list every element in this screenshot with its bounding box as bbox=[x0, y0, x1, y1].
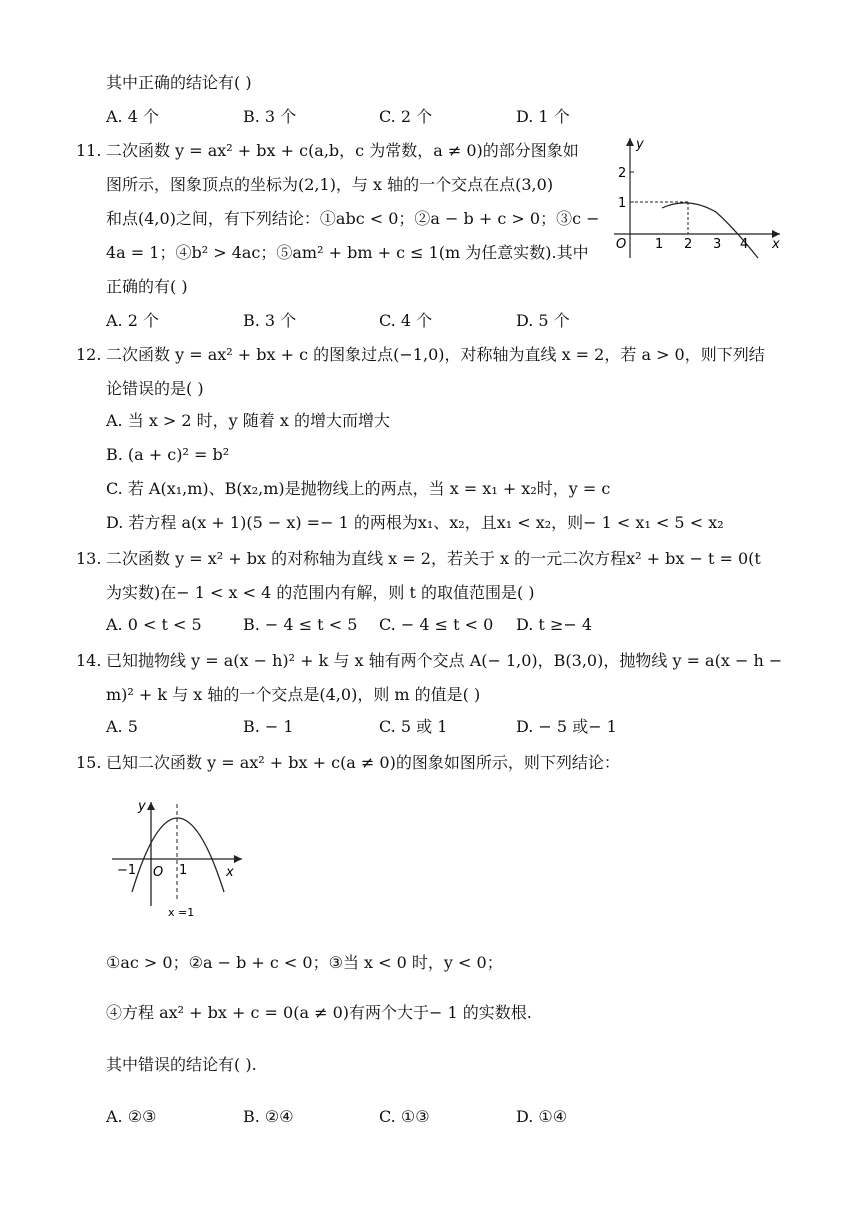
q15-option-c[interactable]: C. ①③ bbox=[379, 1107, 430, 1126]
q15-axis-label: x =1 bbox=[168, 906, 195, 919]
q15-parabola bbox=[132, 818, 224, 892]
q14-option-b[interactable]: B. − 1 bbox=[243, 717, 294, 736]
q11-y-arrow bbox=[626, 138, 634, 146]
q14-option-d[interactable]: D. − 5 或− 1 bbox=[516, 717, 617, 736]
q15-option-b[interactable]: B. ②④ bbox=[243, 1107, 294, 1126]
q15-figure bbox=[108, 796, 248, 924]
prev-option-c[interactable]: C. 2 个 bbox=[379, 107, 433, 126]
q15-question: 其中错误的结论有( ). bbox=[106, 1055, 257, 1074]
q13-number: 13. bbox=[76, 549, 102, 568]
q15-origin-label: O bbox=[153, 865, 164, 880]
q11-x-tick-3: 3 bbox=[713, 237, 722, 252]
q11-y-label: y bbox=[636, 137, 644, 152]
q12-option-c[interactable]: C. 若 A(x₁,m)、B(x₂,m)是抛物线上的两点，当 x = x₁ + x₂时，y = c bbox=[106, 479, 611, 498]
q15-y-label: y bbox=[138, 799, 146, 814]
q11-line-4: 4a = 1；④b² > 4ac；⑤am² + bm + c ≤ 1(m 为任意实数).其中 bbox=[106, 243, 589, 262]
q15-neg-tick: −1 bbox=[117, 863, 137, 878]
q15-line-1: 已知二次函数 y = ax² + bx + c(a ≠ 0)的图象如图所示，则下列结论： bbox=[106, 753, 620, 772]
q11-line-5: 正确的有( ) bbox=[106, 277, 188, 296]
q14-number: 14. bbox=[76, 651, 102, 670]
q11-option-d[interactable]: D. 5 个 bbox=[516, 311, 570, 330]
q14-option-c[interactable]: C. 5 或 1 bbox=[379, 717, 448, 736]
q15-x-arrow bbox=[234, 855, 242, 863]
q15-option-a[interactable]: A. ②③ bbox=[106, 1107, 157, 1126]
q13-option-c[interactable]: C. − 4 ≤ t < 0 bbox=[379, 615, 494, 634]
q11-line-2: 图所示，图象顶点的坐标为(2,1)，与 x 轴的一个交点在点(3,0) bbox=[106, 175, 554, 194]
q11-origin-label: O bbox=[616, 237, 627, 252]
q13-line-2: 为实数)在− 1 < x < 4 的范围内有解，则 t 的取值范围是( ) bbox=[106, 583, 535, 602]
q11-line-3: 和点(4,0)之间，有下列结论：①abc < 0；②a − b + c > 0；③c − bbox=[106, 209, 600, 228]
q14-line-2: m)² + k 与 x 轴的一个交点是(4,0)，则 m 的值是( ) bbox=[106, 685, 481, 704]
q13-option-a[interactable]: A. 0 < t < 5 bbox=[106, 615, 202, 634]
q11-option-c[interactable]: C. 4 个 bbox=[379, 311, 433, 330]
q15-x-label: x bbox=[226, 865, 234, 880]
q11-option-a[interactable]: A. 2 个 bbox=[106, 311, 159, 330]
q12-option-d[interactable]: D. 若方程 a(x + 1)(5 − x) =− 1 的两根为x₁、x₂，且x₁ < x₂，则− 1 < x₁ < 5 < x₂ bbox=[106, 513, 724, 532]
q11-option-b[interactable]: B. 3 个 bbox=[243, 311, 297, 330]
q12-number: 12. bbox=[76, 345, 102, 364]
q11-y-tick-1: 1 bbox=[618, 196, 627, 211]
q15-pos-tick: 1 bbox=[179, 863, 188, 878]
q11-x-tick-2: 2 bbox=[684, 237, 693, 252]
q11-x-tick-4: 4 bbox=[740, 237, 749, 252]
prev-option-b[interactable]: B. 3 个 bbox=[243, 107, 297, 126]
q14-option-a[interactable]: A. 5 bbox=[106, 717, 138, 736]
q12-line-2: 论错误的是( ) bbox=[106, 379, 204, 398]
q12-option-a[interactable]: A. 当 x > 2 时，y 随着 x 的增大而增大 bbox=[106, 411, 391, 430]
q11-number: 11. bbox=[76, 141, 102, 160]
q15-option-d[interactable]: D. ①④ bbox=[516, 1107, 568, 1126]
q15-y-arrow bbox=[147, 802, 155, 810]
prev-option-a[interactable]: A. 4 个 bbox=[106, 107, 159, 126]
q12-option-b[interactable]: B. (a + c)² = b² bbox=[106, 445, 230, 464]
q11-x-tick-1: 1 bbox=[655, 237, 664, 252]
q11-x-label: x bbox=[772, 237, 780, 252]
q12-line-1: 二次函数 y = ax² + bx + c 的图象过点(−1,0)，对称轴为直线 x = 2，若 a > 0，则下列结 bbox=[106, 345, 765, 364]
q13-line-1: 二次函数 y = x² + bx 的对称轴为直线 x = 2，若关于 x 的一元二次方程x² + bx − t = 0(t bbox=[106, 549, 761, 568]
q15-statement-1: ①ac > 0；②a − b + c < 0；③当 x < 0 时，y < 0； bbox=[106, 953, 503, 972]
q14-line-1: 已知抛物线 y = a(x − h)² + k 与 x 轴有两个交点 A(− 1,0)，B(3,0)，抛物线 y = a(x − h − bbox=[106, 651, 783, 670]
q15-statement-2: ④方程 ax² + bx + c = 0(a ≠ 0)有两个大于− 1 的实数根. bbox=[106, 1003, 532, 1022]
q11-y-tick-2: 2 bbox=[618, 166, 627, 181]
prev-question-prompt: 其中正确的结论有( ) bbox=[106, 73, 252, 92]
prev-option-d[interactable]: D. 1 个 bbox=[516, 107, 570, 126]
q15-number: 15. bbox=[76, 753, 102, 772]
q13-option-b[interactable]: B. − 4 ≤ t < 5 bbox=[243, 615, 358, 634]
q13-option-d[interactable]: D. t ≥− 4 bbox=[516, 615, 593, 634]
q11-figure bbox=[606, 132, 786, 266]
q11-line-1: 二次函数 y = ax² + bx + c(a,b，c 为常数，a ≠ 0)的部分图象如 bbox=[106, 141, 579, 160]
